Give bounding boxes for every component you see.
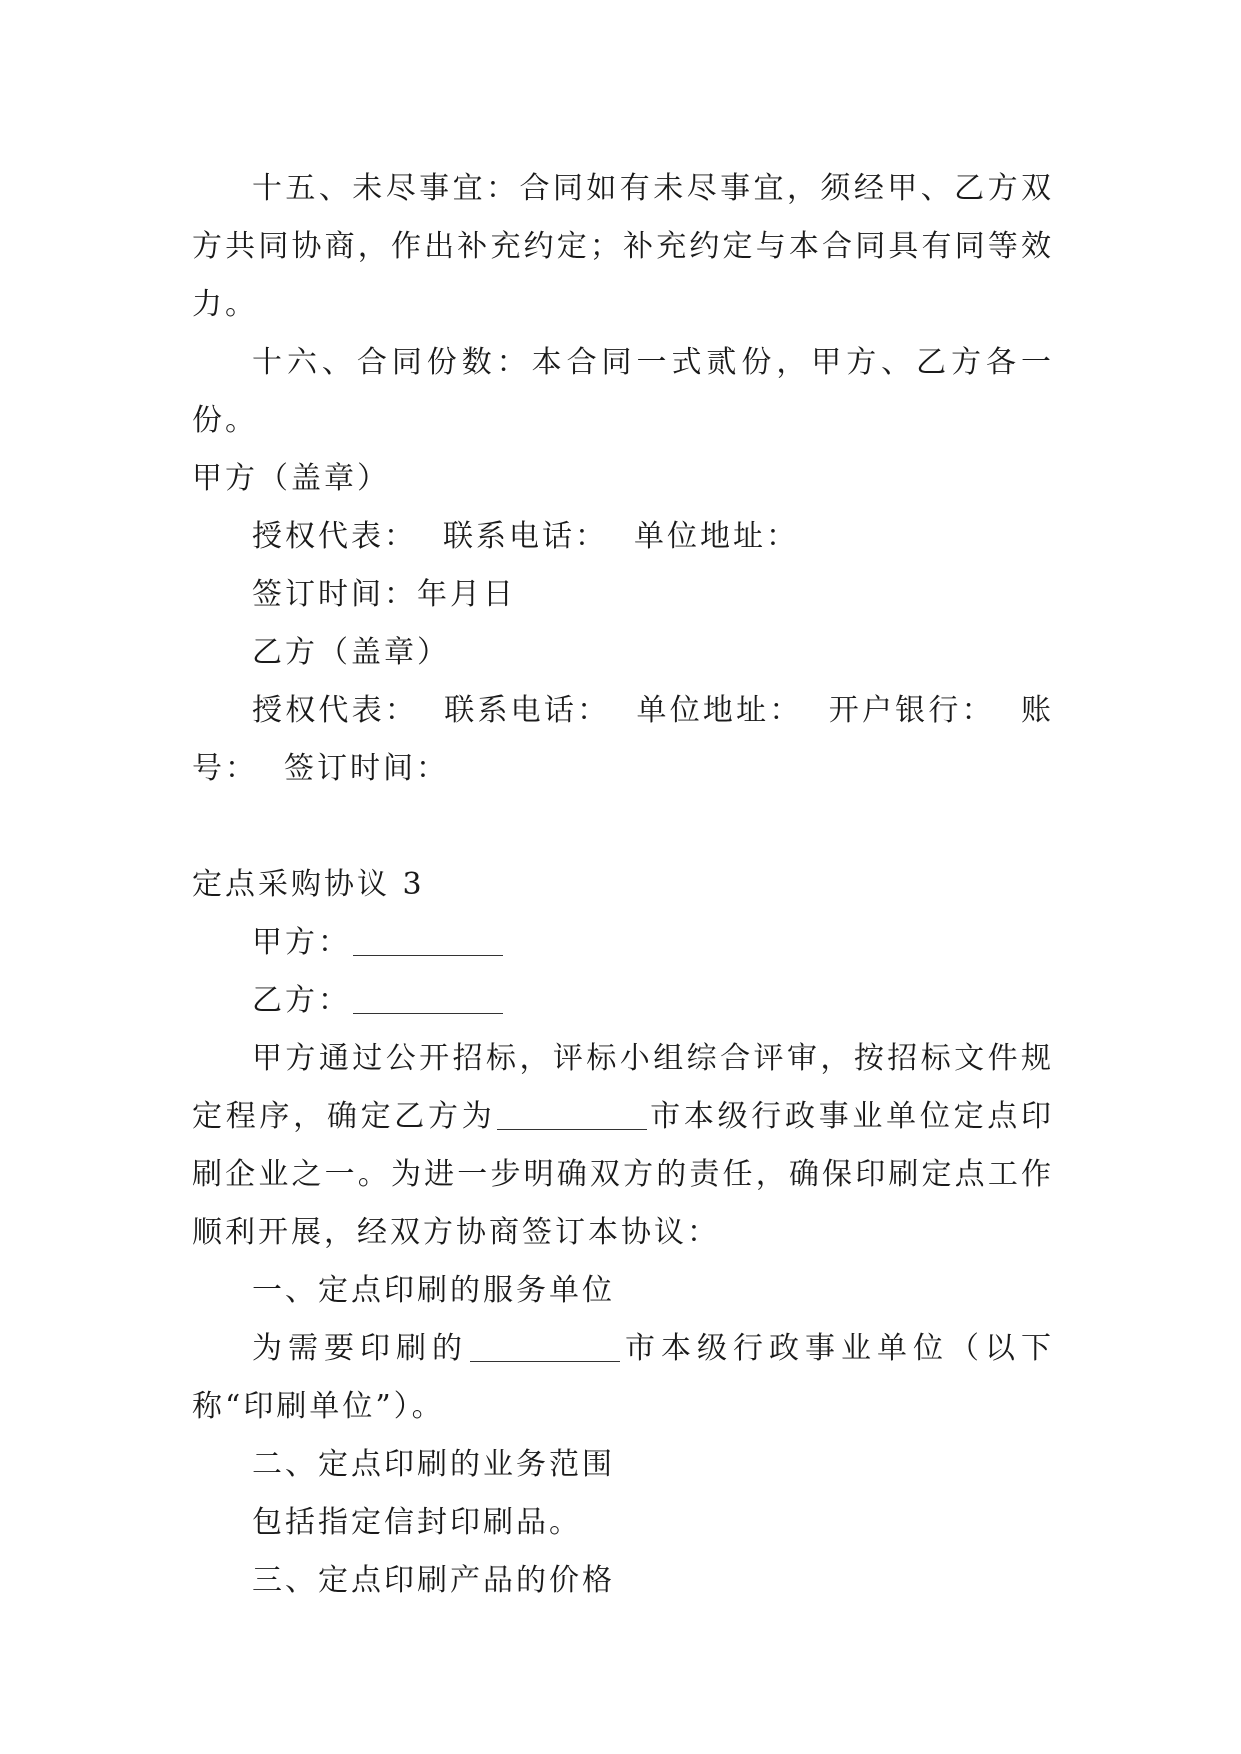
party-b-rep-label: 授权代表： <box>252 693 419 728</box>
party-a-line <box>192 914 1054 972</box>
clause-16: 十六、合同份数：本合同一式贰份，甲方、乙方各一份。 <box>192 345 1054 438</box>
party-b-blank <box>353 983 503 1014</box>
party-b-label: 乙方： <box>252 983 351 1018</box>
party-b-account-label: 账号： <box>192 693 1055 786</box>
preamble-paragraph <box>192 1030 1054 1262</box>
party-a-seal: 甲方（盖章） <box>192 461 390 496</box>
heading-2: 二、定点印刷的业务范围 <box>252 1447 615 1482</box>
party-a-phone-label: 联系电话： <box>443 519 608 554</box>
business-scope-paragraph: 包括指定信封印刷品。 <box>252 1505 582 1540</box>
preamble-text-after: 市本级行政事业单位定点印刷企业之一。为进一步明确双方的责任，确保印刷定点工作顺利开展，经双方协商签订本协议： <box>192 1099 1055 1250</box>
preamble-text-before: 甲方通过公开招标，评标小组综合评审，按招标文件规定程序，确定乙方为 <box>192 1041 1054 1134</box>
heading-1: 一、定点印刷的服务单位 <box>252 1273 615 1308</box>
party-b-signature-fields <box>192 682 1054 798</box>
party-a-blank <box>353 925 503 956</box>
service-text-before: 为需要印刷的 <box>252 1331 468 1366</box>
party-a-rep-label: 授权代表： <box>252 519 417 554</box>
party-b-address-label: 单位地址： <box>636 693 803 728</box>
service-unit-paragraph <box>192 1320 1054 1436</box>
party-b-bank-label: 开户银行： <box>828 693 995 728</box>
party-b-phone-label: 联系电话： <box>444 693 611 728</box>
document-body <box>192 160 1054 1610</box>
party-a-label: 甲方： <box>252 925 351 960</box>
city-blank <box>497 1099 647 1130</box>
party-b-date-label: 签订时间： <box>284 751 449 786</box>
party-a-address-label: 单位地址： <box>634 519 799 554</box>
party-a-sign-date: 签订时间：年月日 <box>252 577 516 612</box>
service-city-blank <box>470 1331 620 1362</box>
party-b-line <box>192 972 1054 1030</box>
party-b-seal: 乙方（盖章） <box>252 635 450 670</box>
section-title: 定点采购协议 3 <box>192 867 425 902</box>
clause-15: 十五、未尽事宜：合同如有未尽事宜，须经甲、乙方双方共同协商，作出补充约定；补充约定与本合同具有同等效力。 <box>192 171 1054 322</box>
service-text-after: 市本级行政事业单位（以下称“印刷单位”）。 <box>192 1331 1054 1424</box>
heading-3: 三、定点印刷产品的价格 <box>252 1563 615 1598</box>
party-a-signature-fields <box>192 508 1054 566</box>
